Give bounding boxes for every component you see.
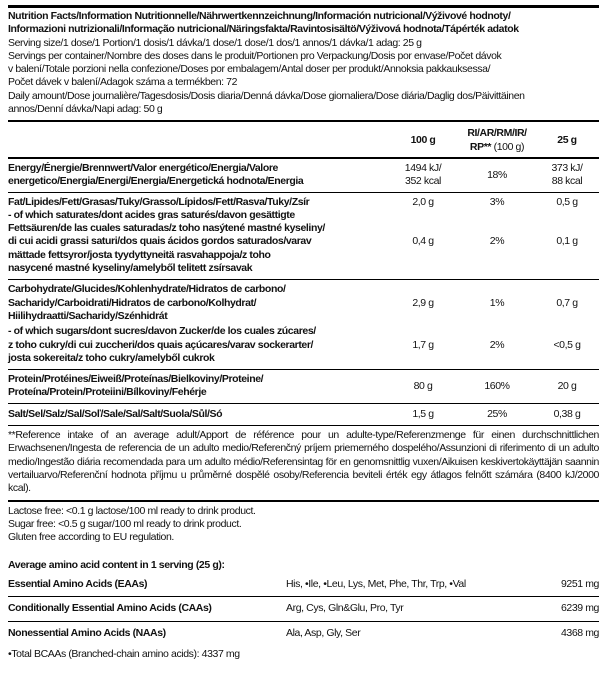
table-row-energy <box>8 159 599 192</box>
protein-ri: 160% <box>484 379 510 392</box>
col-header-100g: 100 g <box>410 134 436 147</box>
gluten-free-claim: Gluten free according to EU regulation. <box>8 531 174 544</box>
amino-acid-heading: Average amino acid content in 1 serving (25 g): <box>8 559 225 572</box>
protein-label: Protein/Protéines/Eiweiß/Proteínas/Bielkoviny/Proteine/ Proteína/Protein/Proteiini/Bílkoviny/Fehérje <box>8 373 264 399</box>
fat-ri: 3% <box>489 195 505 208</box>
fat-per-25g: 0,5 g <box>556 195 578 208</box>
table-row-salt <box>8 404 599 425</box>
carbohydrate-per-100g: 2,9 g <box>412 296 434 309</box>
table-row-saturates <box>8 209 599 279</box>
sugars-per-25g: <0,5 g <box>553 338 581 351</box>
table-row-fat <box>8 193 599 209</box>
salt-ri: 25% <box>487 407 507 420</box>
eaa-name: Essential Amino Acids (EAAs) <box>8 577 148 590</box>
servings-per-container-line: Servings per container/Nombre des doses dans le produit/Portionen pro Verpackung/Dosis por envase/Počet dávok v balení/Totale porzioni nella confezione/Doses por embalagem/Antal doser per produkt/Annoksia pakkauksessa/ Počet dávek v balení/Adagok száma a termékben: 72 <box>8 49 502 89</box>
caa-amount: 6239 mg <box>560 602 599 615</box>
table-row-carbohydrate <box>8 280 599 323</box>
total-bcaa-note: •Total BCAAs (Branched-chain amino acids): 4337 mg <box>8 647 240 660</box>
top-rule <box>8 5 599 8</box>
label-title <box>8 10 599 37</box>
table-header-row <box>8 122 599 157</box>
saturates-label: - of which saturates/dont acides gras saturés/davon gesättigte Fettsäuren/de las cuales saturadas/z toho nasýtené mastné kyseliny/ di cui acidi grassi saturi/dos quais ácidos gordos saturados/varav mättade fettsyror/josta tyydyttyneitä rasvahappoja/z toho nasycené mastné kyseliny/amelyből telitett zsírsavak <box>8 208 325 275</box>
eaa-acids: His, •Ile, •Leu, Lys, Met, Phe, Thr, Trp, •Val <box>286 577 466 590</box>
amino-row-caa <box>8 597 599 620</box>
carbohydrate-label: Carbohydrate/Glucides/Kohlenhydrate/Hidratos de carbono/ Sacharidy/Carboidrati/Hidratos de carbono/Kolhydrat/ Hiilihydraatti/Sacharidy/Szénhidrát <box>8 283 286 322</box>
col-header-ri: RI/AR/RM/IR/ RP** (100 g) <box>467 127 527 153</box>
sugars-ri: 2% <box>489 338 505 351</box>
caa-acids: Arg, Cys, Gln&Glu, Pro, Tyr <box>286 602 404 615</box>
saturates-per-100g: 0,4 g <box>412 235 434 248</box>
naa-name: Nonessential Amino Acids (NAAs) <box>8 627 166 640</box>
salt-label: Salt/Sel/Salz/Sal/Soľ/Sale/Sal/Salt/Suola/Sůl/Só <box>8 407 223 420</box>
amino-acid-table <box>8 573 599 646</box>
saturates-ri: 2% <box>489 235 505 248</box>
protein-per-25g: 20 g <box>557 379 577 392</box>
energy-label: Energy/Énergie/Brennwert/Valor energético/Energia/Valore energetico/Energia/Energi/Energia/Energetická hodnota/Energia <box>8 161 304 188</box>
salt-per-100g: 1,5 g <box>412 407 434 420</box>
sugars-label: - of which sugars/dont sucres/davon Zucker/de los cuales zúcares/ z toho cukry/di cui zuccheri/dos quais açúcares/varav sockerarter/ josta sokereita/z toho cukry/amelyből cukrok <box>8 325 316 364</box>
fat-label: Fat/Lipides/Fett/Grasas/Tuky/Grasso/Lípidos/Fett/Rasva/Tuky/Zsír <box>8 195 310 208</box>
energy-per-25g: 373 kJ/ 88 kcal <box>551 161 583 188</box>
naa-amount: 4368 mg <box>560 627 599 640</box>
label-title-line1: Nutrition Facts/Information Nutritionnelle/Nährwertkennzeichnung/Información nutricional/Výživové hodnoty/ <box>8 10 511 22</box>
daily-amount-line: Daily amount/Dose journalière/Tagesdosis/Dosis diaria/Denná dávka/Dose giornaliera/Dose diária/Daglig dos/Päivittäinen annos/Denní dávka/Napi adag: 50 g <box>8 89 525 116</box>
energy-ri: 18% <box>487 168 507 181</box>
lactose-free-claim: Lactose free: <0.1 g lactose/100 ml ready to drink product. <box>8 504 256 517</box>
salt-per-25g: 0,38 g <box>553 407 581 420</box>
reference-intake-footnote: **Reference intake of an average adult/Apport de référence pour un adulte-type/Referenzmenge für einen durchschnittlichen Erwachsenen/Ingesta de referencia de un adulto medio/Referenčný príjem priemerného dospelého/Assunzioni di riferimento di un adulto medio/Ingestão diária recomendada para um adulto médio/Referensintag för en genomsnittlig vuxen/Aikuisen keskivertokäyttäjän saannin vertailuarvo/Referenční hodnota příjmu u průměrné dospělé osoby/Referencia beviteli érték egy átlagos felnőtt számára (8400 kJ/2000 kcal). <box>8 429 599 495</box>
saturates-per-25g: 0,1 g <box>556 235 578 248</box>
table-row-sugars <box>8 323 599 369</box>
col-header-25g: 25 g <box>557 134 577 147</box>
energy-per-100g: 1494 kJ/ 352 kcal <box>404 161 442 188</box>
sugars-per-100g: 1,7 g <box>412 338 434 351</box>
protein-per-100g: 80 g <box>413 379 433 392</box>
nutrition-table <box>8 122 599 426</box>
carbohydrate-ri: 1% <box>489 296 505 309</box>
carbohydrate-per-25g: 0,7 g <box>556 296 578 309</box>
naa-acids: Ala, Asp, Gly, Ser <box>286 627 361 640</box>
serving-size-line: Serving size/1 dose/1 Portion/1 dosis/1 dávka/1 dose/1 dose/1 dos/1 annos/1 dávka/1 adag: 25 g <box>8 36 422 49</box>
caa-name: Conditionally Essential Amino Acids (CAAs) <box>8 602 212 615</box>
eaa-amount: 9251 mg <box>560 577 599 590</box>
sugar-free-claim: Sugar free: <0.5 g sugar/100 ml ready to drink product. <box>8 517 242 530</box>
claims-block <box>8 502 599 545</box>
amino-row-eaa <box>8 573 599 596</box>
table-row-protein <box>8 370 599 403</box>
fat-per-100g: 2,0 g <box>412 195 434 208</box>
amino-row-naa <box>8 622 599 645</box>
label-title-line2: Informazioni nutrizionali/Informação nutricional/Näringsfakta/Ravintosisältö/Výživová hodnota/Tápérték adatok <box>8 23 519 36</box>
